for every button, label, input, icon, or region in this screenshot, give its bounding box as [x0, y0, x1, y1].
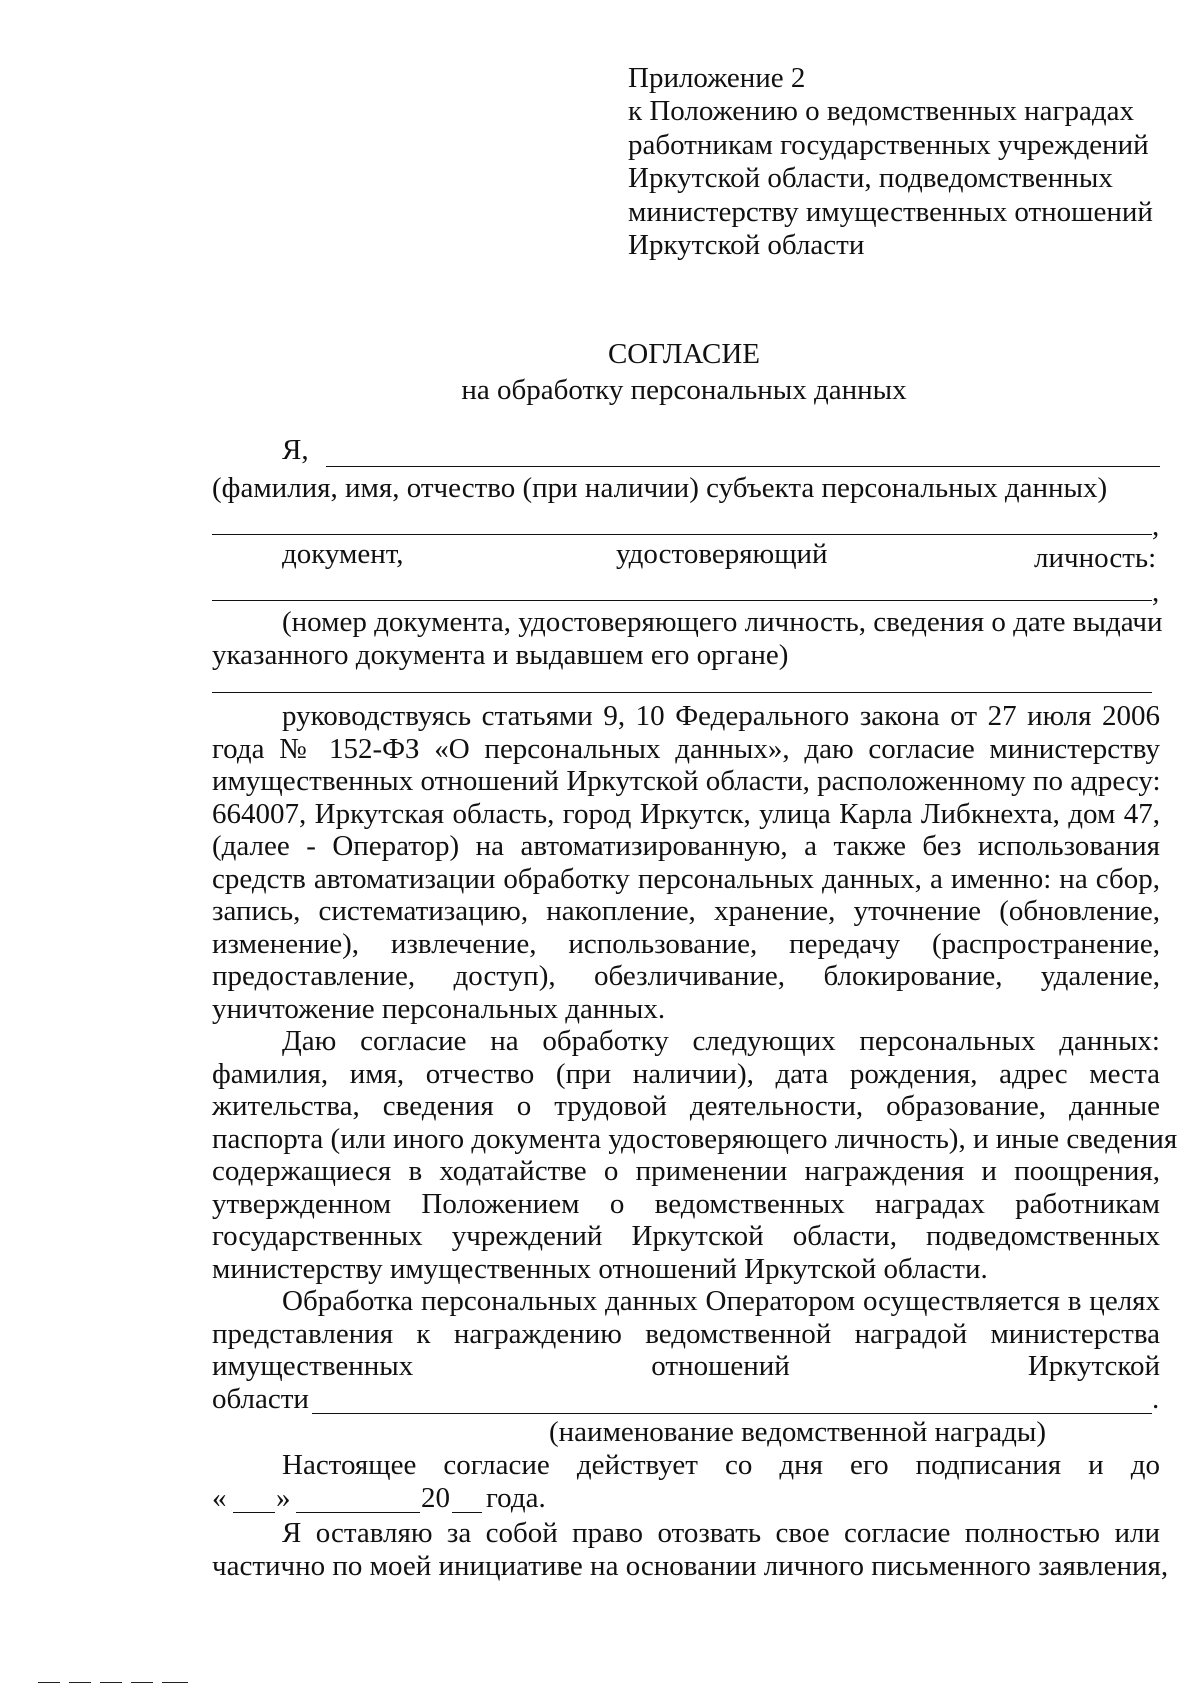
document-title: СОГЛАСИЕ — [607, 338, 761, 370]
paragraph-line: государственных учреждений Иркутской области, подведомственных — [212, 1220, 1160, 1252]
paragraph-line: предоставление, доступ), обезличивание, блокирование, удаление, — [212, 960, 1160, 992]
award-name-blank — [312, 1413, 1152, 1414]
appendix-header — [628, 62, 1153, 262]
year-blank — [452, 1512, 482, 1513]
paragraph-legal-basis — [212, 700, 1160, 1025]
appendix-line: работникам государственных учреждений — [628, 128, 1149, 161]
doc-caption-line: указанного документа и выдавшем его органе) — [212, 638, 789, 671]
paragraph-line: фамилия, имя, отчество (при наличии), дата рождения, адрес места — [212, 1057, 1160, 1090]
footer-divider — [38, 1682, 197, 1700]
month-blank — [296, 1512, 420, 1513]
period-mark: . — [1152, 1383, 1160, 1415]
appendix-line: Приложение 2 — [628, 62, 806, 94]
paragraph-line: Обработка персональных данных Оператором осуществляется в целях — [282, 1285, 1160, 1317]
validity-paragraph — [212, 1449, 1160, 1482]
doc-label-word: удостоверяющий — [616, 538, 828, 570]
quote-close: » — [276, 1482, 291, 1514]
region-word: области — [212, 1383, 309, 1415]
year-prefix: 20 — [421, 1482, 450, 1514]
appendix-line: Иркутской области — [628, 229, 865, 262]
paragraph-line: министерству имущественных отношений Иркутской области. — [212, 1252, 988, 1285]
paragraph-line: паспорта (или иного документа удостоверяющего личность), и иные сведения — [212, 1122, 1178, 1155]
appendix-line: Иркутской области, подведомственных — [628, 162, 1113, 195]
paragraph-line: Я оставляю за собой право отозвать свое согласие полностью или — [282, 1517, 1160, 1549]
subject-extra-blank — [212, 534, 1152, 535]
paragraph-line: имущественных отношений Иркутской — [212, 1350, 1160, 1382]
paragraph-line: руководствуясь статьями 9, 10 Федерального закона от 27 июля 2006 — [282, 700, 1160, 732]
paragraph-withdrawal — [212, 1517, 1169, 1582]
paragraph-line: имущественных отношений Иркутской области, расположенному по адресу: — [212, 765, 1161, 797]
doc-number-blank — [212, 600, 1152, 601]
doc-label-word: документ, — [282, 538, 404, 570]
paragraph-line: Даю согласие на обработку следующих персональных данных: — [282, 1025, 1160, 1057]
paragraph-data-list — [212, 1025, 1178, 1285]
comma-mark: , — [1152, 576, 1160, 608]
paragraph-line: утвержденном Положением о ведомственных наградах работникам — [212, 1187, 1160, 1220]
paragraph-line: средств автоматизации обработку персональных данных, а именно: на сбор, — [212, 862, 1160, 895]
appendix-line: к Положению о ведомственных наградах — [628, 95, 1134, 128]
paragraph-line: 664007, Иркутская область, город Иркутск, улица Карла Либкнехта, дом 47, — [212, 797, 1160, 830]
doc-caption — [212, 606, 1163, 671]
paragraph-line: Настоящее согласие действует со дня его подписания и до — [282, 1449, 1160, 1481]
issuer-blank — [212, 692, 1152, 693]
doc-label-word: личность: — [1034, 542, 1157, 574]
paragraph-line: года № 152-ФЗ «О персональных данных», даю согласие министерству — [212, 732, 1160, 765]
paragraph-line: содержащиеся в ходатайстве о применении награждения и поощрения, — [212, 1155, 1160, 1187]
paragraph-line: уничтожение персональных данных. — [212, 992, 666, 1025]
award-name-caption: (наименование ведомственной награды) — [549, 1416, 1047, 1448]
document-subtitle: на обработку персональных данных — [461, 374, 907, 406]
paragraph-purpose — [212, 1285, 1160, 1383]
paragraph-line: изменение), извлечение, использование, передачу (распространение, — [212, 927, 1160, 960]
subject-name-caption: (фамилия, имя, отчество (при наличии) субъекта персональных данных) — [212, 472, 1108, 504]
subject-name-blank — [326, 466, 1160, 467]
day-blank — [233, 1512, 275, 1513]
paragraph-line: представления к награждению ведомственной наградой министерства — [212, 1317, 1160, 1350]
comma-mark: , — [1152, 510, 1160, 542]
paragraph-line: (далее - Оператор) на автоматизированную, а также без использования — [212, 830, 1160, 862]
paragraph-line: запись, систематизацию, накопление, хранение, уточнение (обновление, — [212, 895, 1160, 927]
paragraph-line: жительства, сведения о трудовой деятельности, образование, данные — [212, 1090, 1160, 1122]
paragraph-line: частично по моей инициативе на основании личного письменного заявления, — [212, 1549, 1169, 1582]
doc-caption-line: (номер документа, удостоверяющего личность, сведения о дате выдачи — [282, 606, 1163, 638]
subject-i-label: Я, — [282, 434, 309, 466]
year-suffix: года. — [486, 1482, 546, 1514]
quote-open: « — [212, 1482, 227, 1514]
appendix-line: министерству имущественных отношений — [628, 195, 1153, 228]
